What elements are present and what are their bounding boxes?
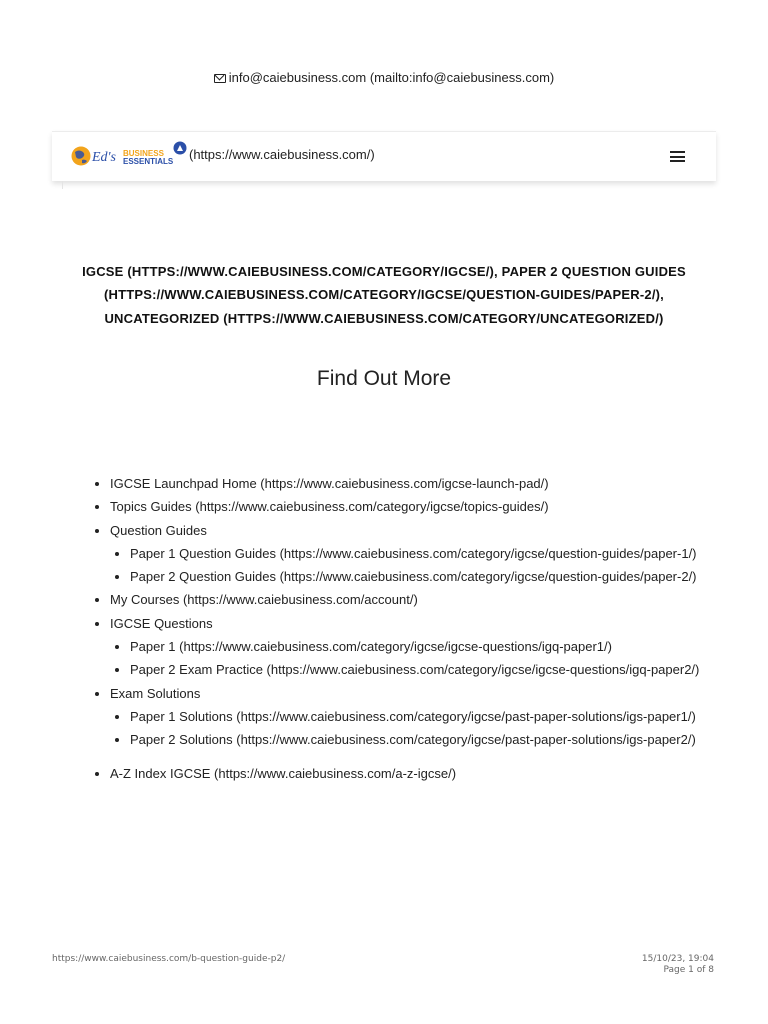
footer-url: https://www.caiebusiness.com/b-question-guide-p2/ (52, 954, 286, 964)
site-logo[interactable] (70, 141, 188, 169)
nav-menu (90, 472, 710, 785)
hamburger-menu-icon[interactable] (670, 151, 685, 162)
submenu-item-iq-paper2[interactable]: • Paper 2 Exam Practice (https://www.caiebusiness.com/category/igcse/igcse-questions/igq-paper2/) (130, 658, 710, 681)
logo-essentials: ESSENTIALS (123, 157, 174, 166)
page-title: Find Out More (316, 367, 452, 390)
submenu-igcse-questions (110, 635, 710, 682)
footer-datetime: 15/10/23, 19:04 (641, 954, 714, 964)
site-header (52, 131, 716, 181)
submenu-item-iq-paper1[interactable]: • Paper 1 (https://www.caiebusiness.com/category/igcse/igcse-questions/igq-paper1/) (130, 635, 710, 658)
menu-item-topics[interactable]: • Topics Guides (https://www.caiebusiness.com/category/igcse/topics-guides/) (110, 495, 710, 518)
footer-page-number: Page 1 of 8 (663, 965, 714, 975)
email-line[interactable] (0, 70, 768, 85)
menu-item-exam-solutions[interactable]: • Exam Solutions • Paper 1 Solutions (https://www.caiebusiness.com/category/igcse/past-paper-solutions/igs-paper1/) • Paper 2 Solutions (https://www.caiebusiness.com/category/igcse/past-paper-solutions/igs-paper2/) (110, 682, 710, 752)
submenu-item-es-paper1[interactable]: • Paper 1 Solutions (https://www.caiebusiness.com/category/igcse/past-paper-solutions/igs-paper1/) (130, 705, 710, 728)
envelope-icon (214, 74, 226, 83)
post-categories[interactable]: IGCSE (HTTPS://WWW.CAIEBUSINESS.COM/CATEGORY/IGCSE/), PAPER 2 QUESTION GUIDES (HTTPS://WWW.CAIEBUSINESS.COM/CATEGORY/IGCSE/QUESTION-GUIDES/PAPER-2/), UNCATEGORIZED (HTTPS://WWW.CAIEBUSINESS.COM/CATEGORY/UNCATEGORIZED/) (82, 264, 686, 326)
submenu-exam-solutions (110, 705, 710, 752)
submenu-item-qg-paper1[interactable]: • Paper 1 Question Guides (https://www.caiebusiness.com/category/igcse/question-guides/paper-1/) (130, 542, 710, 565)
menu-item-az-index[interactable]: • A-Z Index IGCSE (https://www.caiebusiness.com/a-z-igcse/) (110, 762, 710, 785)
submenu-question-guides (110, 542, 710, 589)
menu-item-question-guides[interactable]: • Question Guides • Paper 1 Question Guides (https://www.caiebusiness.com/category/igcse/question-guides/paper-1/) • Paper 2 Question Guides (https://www.caiebusiness.com/category/igcse/question-guides/paper-2/) (110, 519, 710, 589)
menu-item-igcse-questions[interactable]: • IGCSE Questions • Paper 1 (https://www.caiebusiness.com/category/igcse/igcse-questions/igq-paper1/) • Paper 2 Exam Practice (https://www.caiebusiness.com/category/igcse/igcse-questions/igq-paper2/) (110, 612, 710, 682)
logo-eds: Ed's (92, 150, 116, 165)
logo-business: BUSINESS (123, 149, 164, 158)
submenu-item-qg-paper2[interactable]: • Paper 2 Question Guides (https://www.caiebusiness.com/category/igcse/question-guides/paper-2/) (130, 565, 710, 588)
divider (62, 181, 63, 189)
footer-meta (642, 954, 714, 976)
email-link[interactable]: info@caiebusiness.com (mailto:info@caiebusiness.com) (228, 70, 555, 85)
menu-item-courses[interactable]: • My Courses (https://www.caiebusiness.com/account/) (110, 588, 710, 611)
menu-item-launchpad[interactable]: • IGCSE Launchpad Home (https://www.caiebusiness.com/igcse-launch-pad/) (110, 472, 710, 495)
logo-url[interactable]: (https://www.caiebusiness.com/) (189, 147, 375, 162)
submenu-item-es-paper2[interactable]: • Paper 2 Solutions (https://www.caiebusiness.com/category/igcse/past-paper-solutions/igs-paper2/) (130, 728, 710, 751)
